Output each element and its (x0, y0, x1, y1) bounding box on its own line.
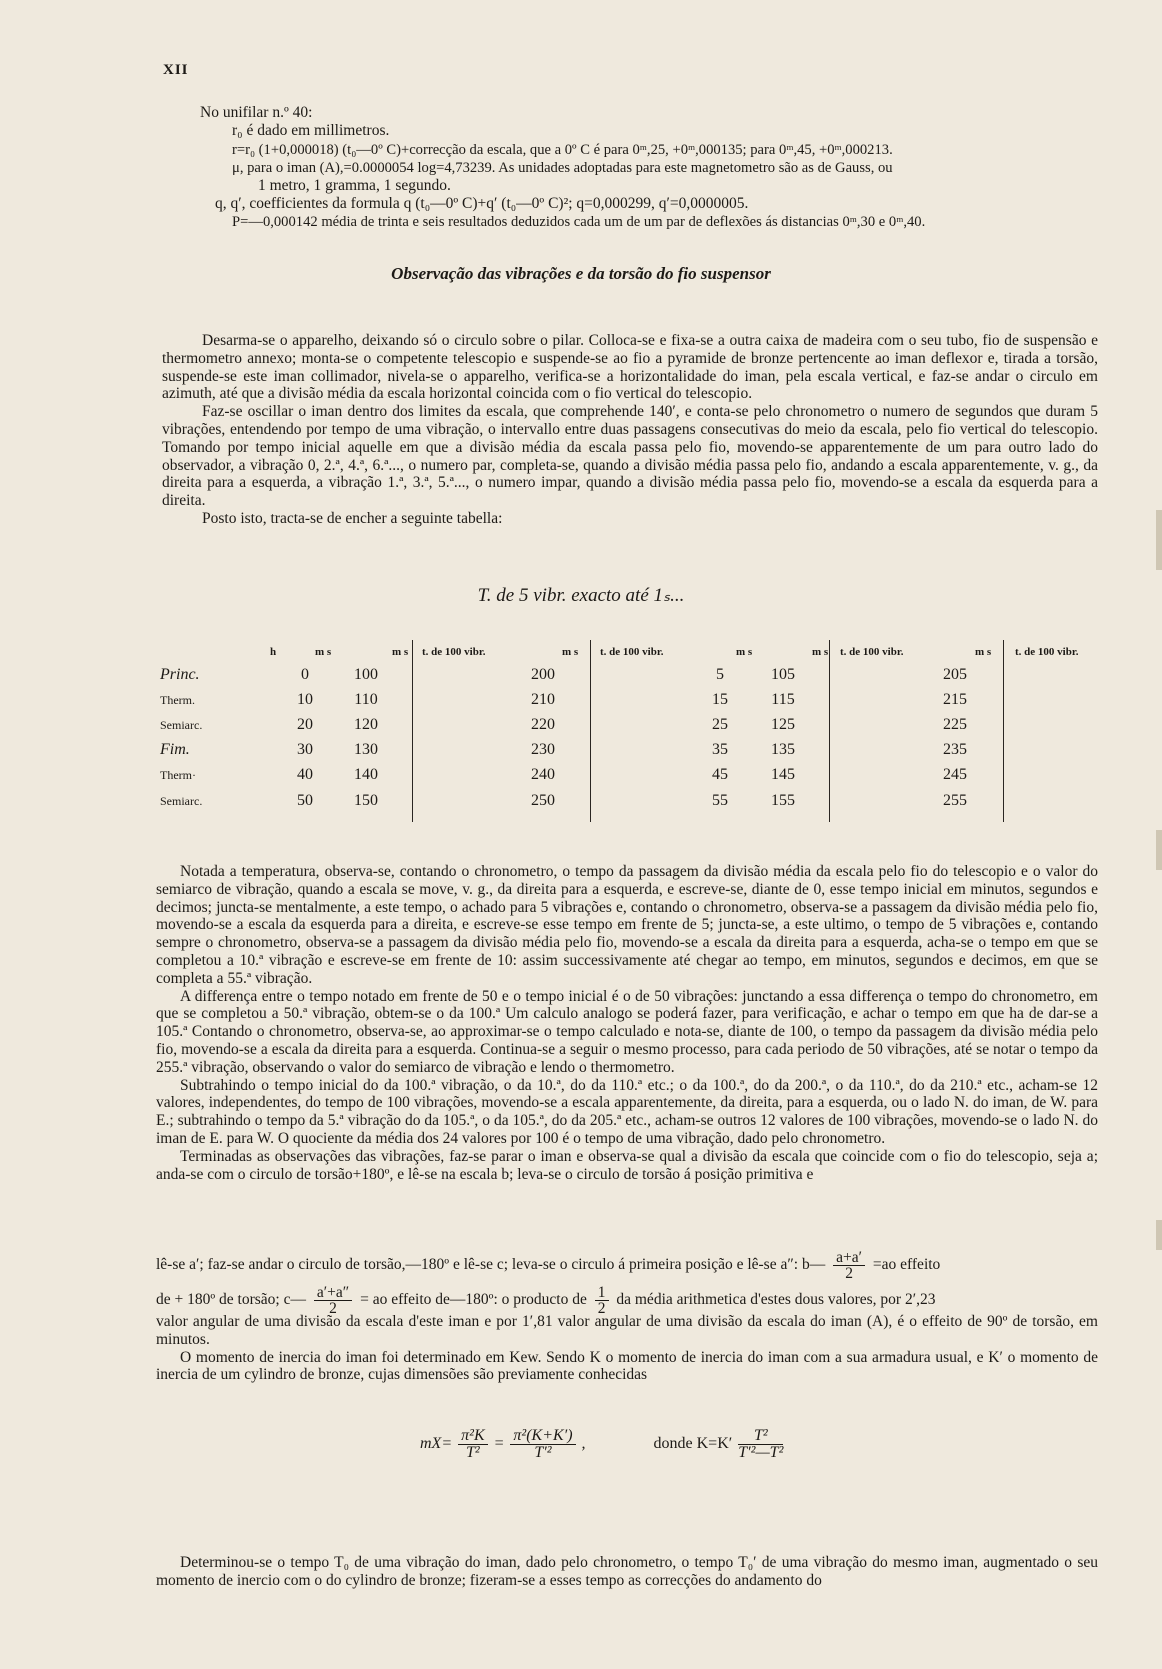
table-header: t. de 100 vibr. (840, 646, 904, 658)
table-header: t. de 100 vibr. (1015, 646, 1079, 658)
column-divider (1003, 640, 1004, 822)
table-cell: 210 (531, 691, 555, 708)
formula-line-2 (156, 1285, 935, 1316)
row-label: Semiarc. (160, 718, 203, 732)
formula-text: , (581, 1435, 586, 1453)
row-label: Semiarc. (160, 794, 203, 808)
body-text-after-formula (156, 1313, 1098, 1384)
page-edge-mark (1156, 510, 1162, 570)
denominator: T′² (534, 1444, 552, 1461)
numerator: π²(K+K′) (510, 1428, 575, 1445)
row-label: Therm. (160, 693, 195, 707)
table-header: m s (315, 646, 332, 658)
table-cell: 110 (354, 691, 378, 708)
paragraph: Notada a temperatura, observa-se, contando o chronometro, o tempo da passagem da divisão média da escala pelo fio do telescopio e o valor do semiarco de vibração, quando a escala se move, v. g., da direita para a esquerda, e escreve-se, diante de 0, esse tempo inicial em minutos, segundos e decimos; juncta-se mentalmente, a este tempo, o achado para 5 vibrações e, contando o chronometro, observa-se a passagem da divisão média pelo fio, movendo-se a escala da esquerda para a direita, e escreve-se esse tempo em frente de 5; juncta-se, a este ultimo, o tempo de 5 vibrações e, contando sempre o chronometro, observa-se a passagem da divisão média pelo fio, movendo-se a escala da direita para a esquerda, acha-se o tempo em que se completou a 10.ª vibração e escreve-se em frente de 10: assim successivamente até chegar ao tempo, em minutos, segundos e decimos, em que se completa a 55.ª vibração. (156, 863, 1098, 987)
table-cell: 45 (712, 766, 728, 783)
table-cell: 220 (531, 716, 555, 733)
fraction (510, 1428, 575, 1461)
column-divider (412, 640, 413, 822)
formula-text: de + 180º de torsão; c— (156, 1291, 306, 1309)
table-cell: 35 (712, 741, 728, 758)
intro-line: μ, para o iman (A),=0.0000054 log=4,73239. As unidades adoptadas para este magnetometro são as de Gauss, ou (232, 160, 893, 176)
page-edge-mark (1156, 1220, 1162, 1250)
table-cell: 240 (531, 766, 555, 783)
fraction (738, 1428, 783, 1461)
table-header: t. de 100 vibr. (422, 646, 486, 658)
table-cell: 30 (297, 741, 313, 758)
table-title: T. de 5 vibr. exacto até 1ₛ... (477, 585, 685, 606)
table-header: m s (975, 646, 992, 658)
paragraph: Desarma-se o apparelho, deixando só o circulo sobre o pilar. Colloca-se e fixa-se a outra caixa de madeira com o seu tubo, fio de suspensão e thermometro annexo; monta-se o competente telescopio e suspende-se ao fio a pyramide de bronze pertencente ao iman deflexor e, tirada a torsão, suspende-se este iman collimador, nivela-se o apparelho, verifica-se a horizontalidade do iman, pela escala vertical, e faz-se andar o circulo em azimuth, até que a divisão média da escala horizontal coincida com o fio vertical do telescopio. (162, 332, 1098, 403)
formula-text: donde K=K′ (653, 1435, 733, 1453)
table-cell: 140 (354, 766, 378, 783)
formula-text: lê-se a′; faz-se andar o circulo de torsão,—180º e lê-se c; leva-se o circulo á primeira posição e lê-se a″: b— (156, 1256, 826, 1274)
table-cell: 50 (297, 792, 313, 809)
paragraph: Faz-se oscillar o iman dentro dos limites da escala, que comprehende 140′, e conta-se pelo chronometro o numero de segundos que duram 5 vibrações, entendendo por tempo de uma vibração, o intervallo entre duas passagens consecutivas do meio da escala, pelo fio vertical do telescopio. Tomando por tempo inicial aquelle em que a divisão média da escala passa pelo fio, movendo-se apparentemente de um para outro lado do observador, a vibração 0, 2.ª, 4.ª, 6.ª..., o numero par, completa-se, quando a divisão média passa pelo fio, andando a escala apparentemente, v. g., da direita para a esquerda, a vibração 1.ª, 3.ª, 5.ª..., o numero impar, quando a divisão média passa pelo fio, movendo-se a escala da esquerda para a direita. (162, 403, 1098, 510)
table-header: m s (392, 646, 409, 658)
body-text-bottom (156, 863, 1098, 1183)
table-cell: 100 (354, 666, 378, 683)
table-cell: 155 (771, 792, 795, 809)
table-cell: 10 (297, 691, 313, 708)
table-cell: 235 (943, 741, 967, 758)
fraction (833, 1250, 865, 1281)
paragraph: valor angular de uma divisão da escala d'este iman e por 1′,81 valor angular de uma divisão da escala do iman (A), é o effeito de 90º de torsão, em minutos. (156, 1313, 1098, 1348)
section-heading: Observação das vibrações e da torsão do fio suspensor (391, 264, 771, 283)
row-label: Fim. (160, 741, 190, 758)
table-header: h (270, 646, 277, 658)
table-cell: 20 (297, 716, 313, 733)
intro-line: 1 metro, 1 gramma, 1 segundo. (258, 177, 451, 194)
table-header: m s (736, 646, 753, 658)
page-number: XII (163, 62, 189, 78)
numerator: a+a′ (833, 1250, 865, 1266)
row-label: Therm· (160, 768, 196, 782)
table-cell: 245 (943, 766, 967, 783)
table-cell: 205 (943, 666, 967, 683)
denominator: 2 (329, 1300, 337, 1317)
table-cell: 135 (771, 741, 795, 758)
table-cell: 230 (531, 741, 555, 758)
table-cell: 55 (712, 792, 728, 809)
paragraph: Determinou-se o tempo T₀ de uma vibração do iman, dado pelo chronometro, o tempo T₀′ de uma vibração do mesmo iman, augmentado o seu momento de inercio com o do cylindro de bronze; fizeram-se a esses tempo as correcções do andamento do (156, 1554, 1098, 1589)
table-cell: 215 (943, 691, 967, 708)
table-cell: 115 (771, 691, 795, 708)
formula-text: mX= (420, 1435, 453, 1453)
table-cell: 15 (712, 691, 728, 708)
numerator: 1 (595, 1285, 609, 1301)
fraction (595, 1285, 609, 1316)
body-text-top (162, 332, 1098, 528)
formula-text: = ao effeito de—180º: o producto de (360, 1291, 587, 1309)
table-cell: 150 (354, 792, 378, 809)
column-divider (829, 640, 830, 822)
closing-text (156, 1554, 1098, 1590)
table-cell: 120 (354, 716, 378, 733)
formula-text: =ao effeito (872, 1256, 941, 1274)
intro-line: q, q′, coefficientes da formula q (t₀—0º C)+q′ (t₀—0º C)²; q=0,000299, q′=0,0000005. (215, 195, 749, 212)
table-cell: 5 (716, 666, 724, 683)
denominator: 2 (845, 1265, 853, 1282)
table-cell: 130 (354, 741, 378, 758)
column-divider (590, 640, 591, 822)
denominator: 2 (597, 1300, 606, 1317)
paragraph: A differença entre o tempo notado em frente de 50 e o tempo inicial é o de 50 vibrações: junctando a essa differença o tempo do chronometro, em que se completou a 50.ª vibração, obtem-se o da 100.ª Um calculo analogo se poderá fazer, para verificação, e achar o tempo em que ha de dar-se a 105.ª Contando o chronometro, observa-se, ao approximar-se o tempo calculado e nota-se, diante de 100, o tempo da passagem da divisão média pelo fio, movendo-se a escala da direita para a esquerda. Continua-se a seguir o mesmo processo, para cada periodo de 50 vibrações, até se notar o tempo da 255.ª vibração, observando o valor do semiarco de vibração e lendo o thermometro. (156, 987, 1098, 1076)
table-cell: 105 (771, 666, 795, 683)
fraction (314, 1285, 352, 1316)
paragraph: O momento de inercia do iman foi determinado em Kew. Sendo K o momento de inercia do iman com a sua armadura usual, e K′ o momento de inercia de um cylindro de bronze, cujas dimensões são previamente conhecidas (156, 1348, 1098, 1384)
display-formula (420, 1428, 785, 1461)
row-label: Princ. (160, 666, 200, 683)
table-cell: 225 (943, 716, 967, 733)
page-edge-mark (1156, 830, 1162, 870)
paragraph: Terminadas as observações das vibrações, faz-se parar o iman e observa-se qual a divisão da escala que coincide com o fio do telescopio, seja a; anda-se com o circulo de torsão+180º, e lê-se na escala b; leva-se o circulo de torsão á posição primitiva e (156, 1147, 1098, 1183)
paragraph: Subtrahindo o tempo inicial do da 100.ª vibração, o da 10.ª, do da 110.ª etc.; o da 100.ª, do da 200.ª, o da 110.ª, do da 210.ª etc., acham-se 12 valores, independentes, do tempo de 100 vibrações, movendo-se a escala apparentemente, da direita, para a esquerda, ou o lado N. do iman, de W. para E.; subtrahindo o tempo da 5.ª vibração do da 105.ª, o da 105.ª, do da 205.ª etc., acham-se outros 12 valores de 100 vibrações, movendo-se o lado N. do iman de E. para W. O quociente da média dos 24 valores por 100 é o tempo de uma vibração, dado pelo chronometro. (156, 1076, 1098, 1147)
table-cell: 145 (771, 766, 795, 783)
intro-line: P=—0,000142 média de trinta e seis resultados deduzidos cada um de um par de deflexões ás distancias 0ᵐ,30 e 0ᵐ,40. (232, 214, 926, 230)
table-cell: 125 (771, 716, 795, 733)
numerator: a′+a″ (314, 1285, 352, 1301)
table-header: m s (812, 646, 829, 658)
table-header: m s (562, 646, 579, 658)
formula-text: = (493, 1435, 505, 1453)
formula-text: da média arithmetica d'estes dous valores, por 2′,23 (616, 1291, 936, 1309)
intro-line: No unifilar n.º 40: (200, 104, 313, 121)
table-cell: 250 (531, 792, 555, 809)
intro-line: r₀ é dado em millimetros. (232, 122, 390, 139)
numerator: π²K (458, 1428, 487, 1445)
table-cell: 25 (712, 716, 728, 733)
table-cell: 200 (531, 666, 555, 683)
denominator: T² (466, 1444, 480, 1461)
denominator: T′²—T² (738, 1444, 784, 1461)
table-header: t. de 100 vibr. (600, 646, 664, 658)
fraction (458, 1428, 487, 1461)
intro-line: r=r₀ (1+0,000018) (t₀—0º C)+correcção da escala, que a 0º C é para 0ᵐ,25, +0ᵐ,000135; para 0ᵐ,45, +0ᵐ,000213. (232, 142, 893, 158)
table-cell: 255 (943, 792, 967, 809)
numerator: T² (738, 1428, 783, 1445)
table-cell: 0 (301, 666, 309, 683)
paragraph: Posto isto, tracta-se de encher a seguinte tabella: (202, 509, 503, 527)
table-cell: 40 (297, 766, 313, 783)
formula-line-1 (156, 1250, 940, 1281)
